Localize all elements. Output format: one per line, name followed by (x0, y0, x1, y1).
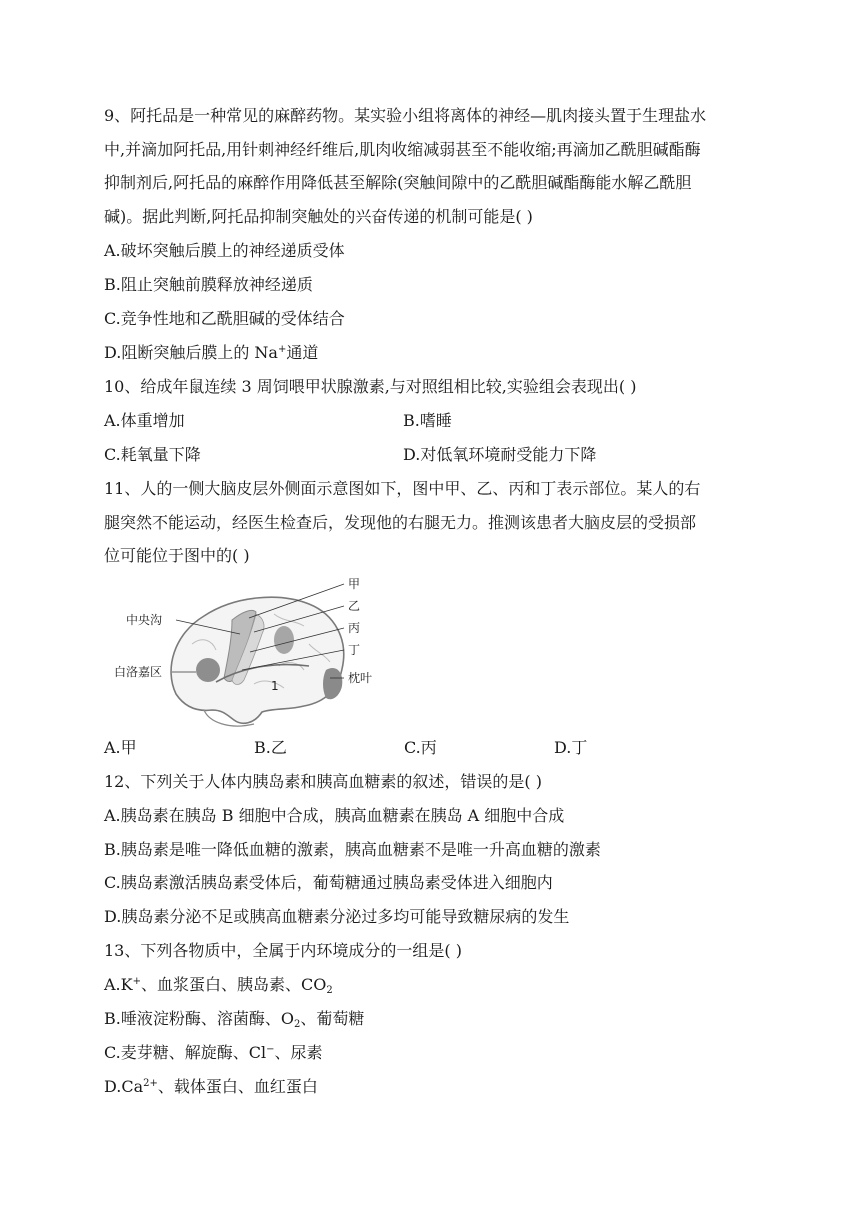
q13-option-d-sup: 2+ (143, 1078, 158, 1089)
label-broca: 白洛嘉区 (114, 665, 163, 679)
q9-stem-line-3: 抑制剂后,阿托品的麻醉作用降低甚至解除(突触间隙中的乙酰胆碱酯酶能水解乙酰胆 (104, 173, 692, 192)
q12-option-d: D.胰岛素分泌不足或胰高血糖素分泌过多均可能导致糖尿病的发生 (104, 907, 570, 926)
label-yi: 乙 (348, 599, 361, 613)
q9-option-d-tail: 通道 (286, 343, 319, 362)
broca-area (196, 658, 220, 682)
q9-stem-line-4: 碱)。据此判断,阿托品抑制突触处的兴奋传递的机制可能是( ) (104, 207, 533, 226)
q13-option-a-sub: 2 (326, 985, 333, 996)
q9-stem-line-1: 9、阿托品是一种常见的麻醉药物。某实验小组将离体的神经—肌肉接头置于生理盐水 (104, 106, 707, 125)
q10-option-a: A.体重增加 (104, 411, 185, 430)
q10-stem: 10、给成年鼠连续 3 周饲喂甲状腺激素,与对照组相比较,实验组会表现出( ) (104, 377, 637, 396)
label-central-sulcus: 中央沟 (126, 613, 163, 627)
q13-option-c (104, 1042, 323, 1064)
q13-option-d-tail: 、载体蛋白、血红蛋白 (157, 1077, 318, 1096)
q13-option-c-tail: 、尿素 (274, 1043, 323, 1062)
q13-option-d (104, 1076, 318, 1098)
q11-stem-line-2: 腿突然不能运动，经医生检查后，发现他的右腿无力。推测该患者大脑皮层的受损部 (104, 513, 697, 532)
q10-option-b: B.嗜睡 (403, 411, 452, 430)
brain-cortex-diagram (104, 574, 404, 734)
q9-option-a: A.破坏突触后膜上的神经递质受体 (104, 241, 345, 260)
lobe-mark: 1 (271, 679, 279, 693)
q10-option-d: D.对低氧环境耐受能力下降 (403, 445, 597, 464)
label-bing: 丙 (348, 621, 361, 635)
label-jia: 甲 (348, 577, 361, 591)
q9-option-c: C.竞争性地和乙酰胆碱的受体结合 (104, 309, 345, 328)
q10-option-c: C.耗氧量下降 (104, 445, 201, 464)
q9-stem-line-2: 中,并滴加阿托品,用针刺神经纤维后,肌肉收缩减弱甚至不能收缩;再滴加乙酰胆碱酯酶 (104, 140, 701, 159)
q11-option-c: C.丙 (404, 738, 437, 757)
q13-option-b-sub: 2 (293, 1019, 301, 1030)
q13-option-a-text: A.K (104, 975, 133, 994)
q9-option-d-text: D.阻断突触后膜上的 Na (104, 343, 278, 362)
q13-option-a-mid: 、血浆蛋白、胰岛素、CO (140, 975, 327, 994)
q13-option-c-sup: − (266, 1044, 275, 1055)
q11-option-b: B.乙 (254, 738, 287, 757)
q9-option-d-sup: + (277, 344, 287, 355)
q11-stem-line-1: 11、人的一侧大脑皮层外侧面示意图如下，图中甲、乙、丙和丁表示部位。某人的右 (104, 479, 701, 498)
q12-option-b: B.胰岛素是唯一降低血糖的激素，胰高血糖素不是唯一升高血糖的激素 (104, 840, 601, 859)
q12-option-c: C.胰岛素激活胰岛素受体后，葡萄糖通过胰岛素受体进入细胞内 (104, 873, 553, 892)
q11-stem-line-3: 位可能位于图中的( ) (104, 546, 250, 565)
q13-stem: 13、下列各物质中，全属于内环境成分的一组是( ) (104, 941, 462, 960)
label-occipital: 枕叶 (348, 671, 373, 685)
label-ding: 丁 (348, 643, 361, 657)
q12-stem: 12、下列关于人体内胰岛素和胰高血糖素的叙述，错误的是( ) (104, 772, 542, 791)
q13-option-a (104, 974, 333, 996)
q13-option-b-text: B.唾液淀粉酶、溶菌酶、O (104, 1009, 294, 1028)
temporal-area (274, 626, 294, 654)
q9-option-b: B.阻止突触前膜释放神经递质 (104, 275, 313, 294)
q11-option-a: A.甲 (104, 738, 137, 757)
q9-option-d (104, 342, 318, 364)
q13-option-c-text: C.麦芽糖、解旋酶、Cl (104, 1043, 267, 1062)
q13-option-b-tail: 、葡萄糖 (300, 1009, 365, 1028)
q11-option-d: D.丁 (554, 738, 588, 757)
q13-option-a-sup: + (132, 976, 141, 987)
q13-option-b (104, 1008, 364, 1030)
occipital-lobe (323, 668, 342, 699)
q13-option-d-text: D.Ca (104, 1077, 144, 1096)
q12-option-a: A.胰岛素在胰岛 B 细胞中合成，胰高血糖素在胰岛 A 细胞中合成 (104, 806, 565, 825)
